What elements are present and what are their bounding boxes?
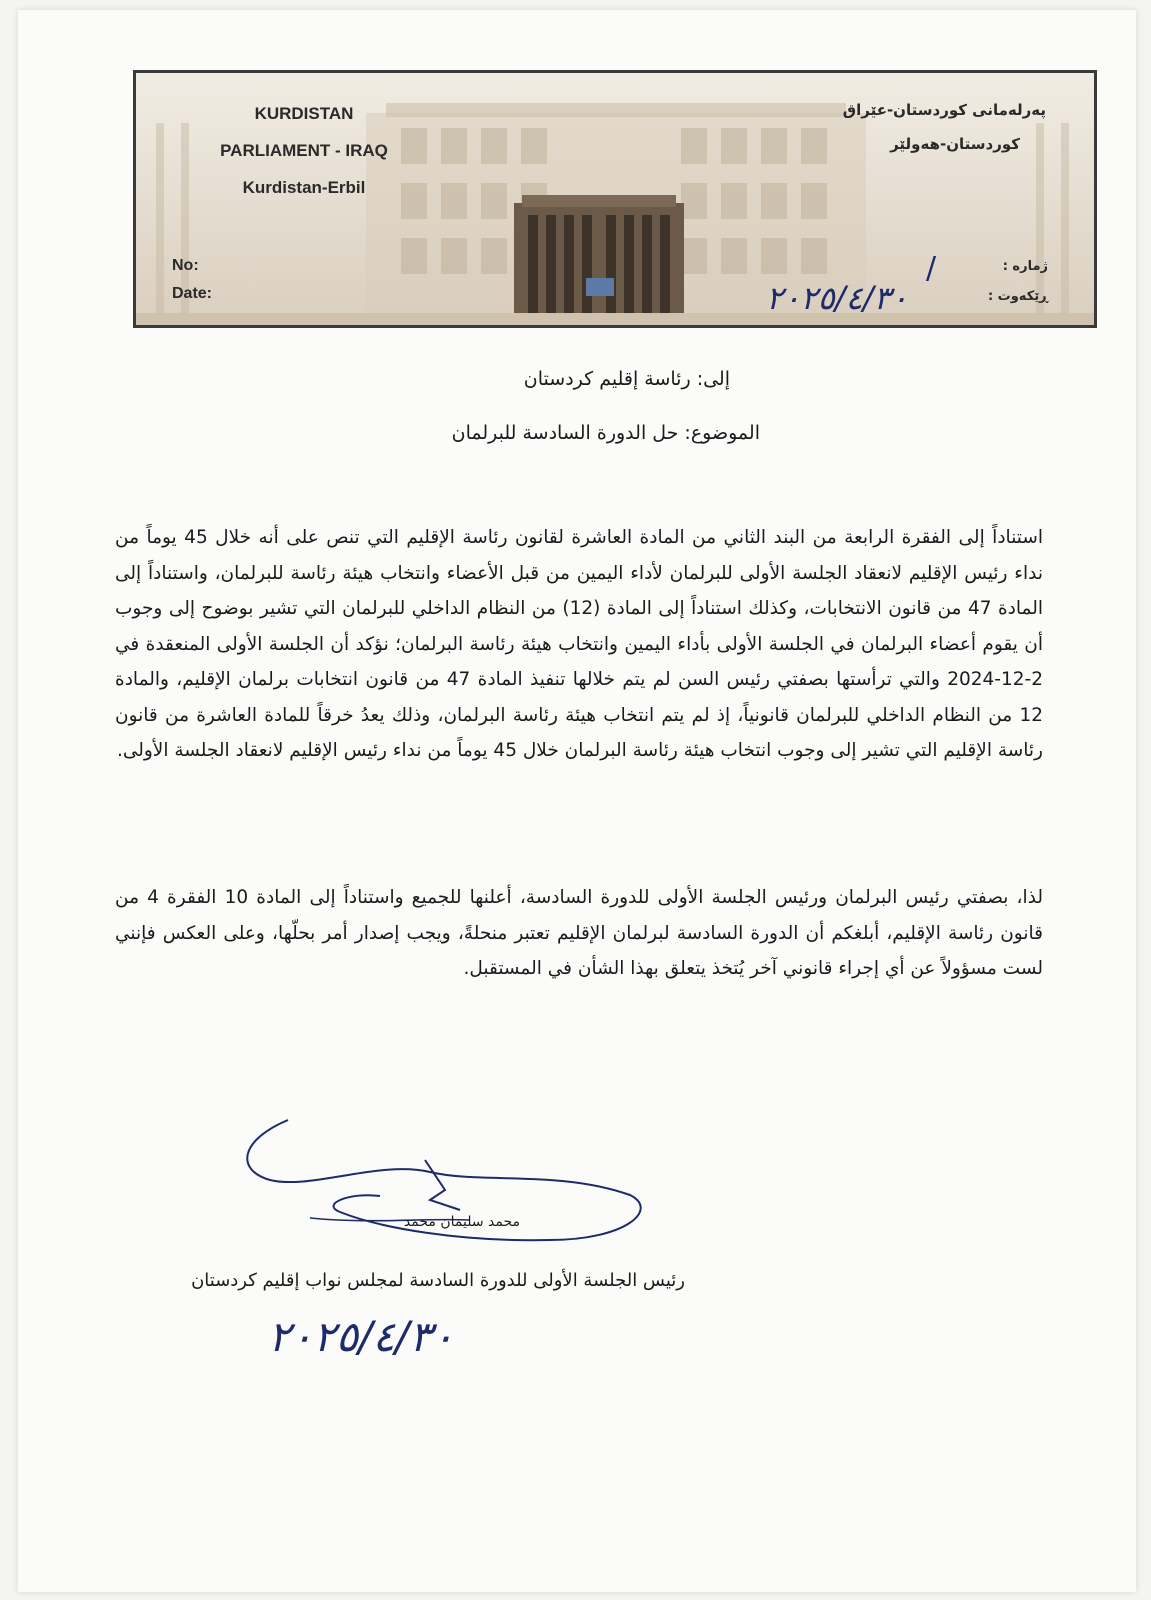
- handwritten-signature: [230, 1100, 660, 1270]
- letterhead-en-line3: Kurdistan-Erbil: [242, 178, 366, 197]
- body-paragraph-2: لذا، بصفتي رئيس البرلمان ورئيس الجلسة الأولى للدورة السادسة، أعلنها للجميع واستناداً إلى المادة 10 الفقرة 4 من قانون رئاسة الإقليم، أبلغكم أن الدورة السادسة لبرلمان الإقليم تعتبر منحلةً، ويجب إصدار أمر بحلّها، وعلى العكس فإنني لست مسؤولاً عن أي إجراء قانوني آخر يُتخذ يتعلق بهذا الشأن في المستقبل.: [115, 887, 1044, 979]
- no-label: No:: [172, 257, 199, 274]
- handwritten-signature-date: ٢٠٢٥/٤/٣٠: [268, 1312, 455, 1361]
- letterhead-ku-line1: پەرلەمانی کوردستان-عێراق: [842, 101, 1046, 119]
- body-paragraph-1: استناداً إلى الفقرة الرابعة من البند الثاني من المادة العاشرة لقانون رئاسة الإقليم التي تنص على أنه خلال 45 يوماً من نداء رئيس الإقليم لانعقاد الجلسة الأولى للبرلمان لأداء اليمين من قبل الأعضاء وانتخاب هيئة رئاسة للبرلمان، واستناداً إلى المادة 47 من قانون الانتخابات، وكذلك استناداً إلى المادة (12) من النظام الداخلي للبرلمان التي تشير بوضوح إلى وجوب أن يقوم أعضاء البرلمان في الجلسة الأولى بأداء اليمين وانتخاب هيئة رئاسة البرلمان؛ نؤكد أن الجلسة الأولى المنعقدة في 2-12-2024 والتي ترأستها بصفتي رئيس السن لم يتم خلالها تنفيذ المادة 47 من قانون انتخابات برلمان الإقليم، والمادة 12 من النظام الداخلي للبرلمان قانونياً، إذ لم يتم انتخاب هيئة رئاسة البرلمان، وذلك يعدُ خرقاً للمادة العاشرة من قانون رئاسة الإقليم التي تشير إلى وجوب انتخاب هيئة رئاسة البرلمان خلال 45 يوماً من نداء رئيس الإقليم لانعقاد الجلسة الأولى.: [115, 527, 1044, 761]
- letterhead-en-line2: PARLIAMENT - IRAQ: [220, 141, 388, 160]
- rekawt-label: ڕێکەوت :: [987, 289, 1048, 304]
- subject-line: الموضوع: حل الدورة السادسة للبرلمان: [451, 422, 760, 444]
- letterhead-kurdish: [766, 93, 1046, 161]
- signer-title: رئيس الجلسة الأولى للدورة السادسة لمجلس نواب إقليم كردستان: [191, 1270, 685, 1291]
- zhmara-label: ژمارە :: [1002, 259, 1048, 274]
- handwritten-letterhead-date: ٢٠٢٥/٤/٣٠: [766, 279, 908, 317]
- recipient-line: إلى: رئاسة إقليم كردستان: [523, 368, 730, 390]
- signer-name: محمد سليمان محمد: [403, 1214, 520, 1230]
- letterhead-en-line1: KURDISTAN: [254, 104, 354, 123]
- handwritten-number: /: [926, 251, 937, 286]
- letterhead-ku-line2: کوردستان-هەولێر: [890, 135, 1020, 153]
- letterhead-english: [194, 95, 414, 206]
- date-label: Date:: [172, 285, 213, 302]
- letterhead: [133, 70, 1097, 328]
